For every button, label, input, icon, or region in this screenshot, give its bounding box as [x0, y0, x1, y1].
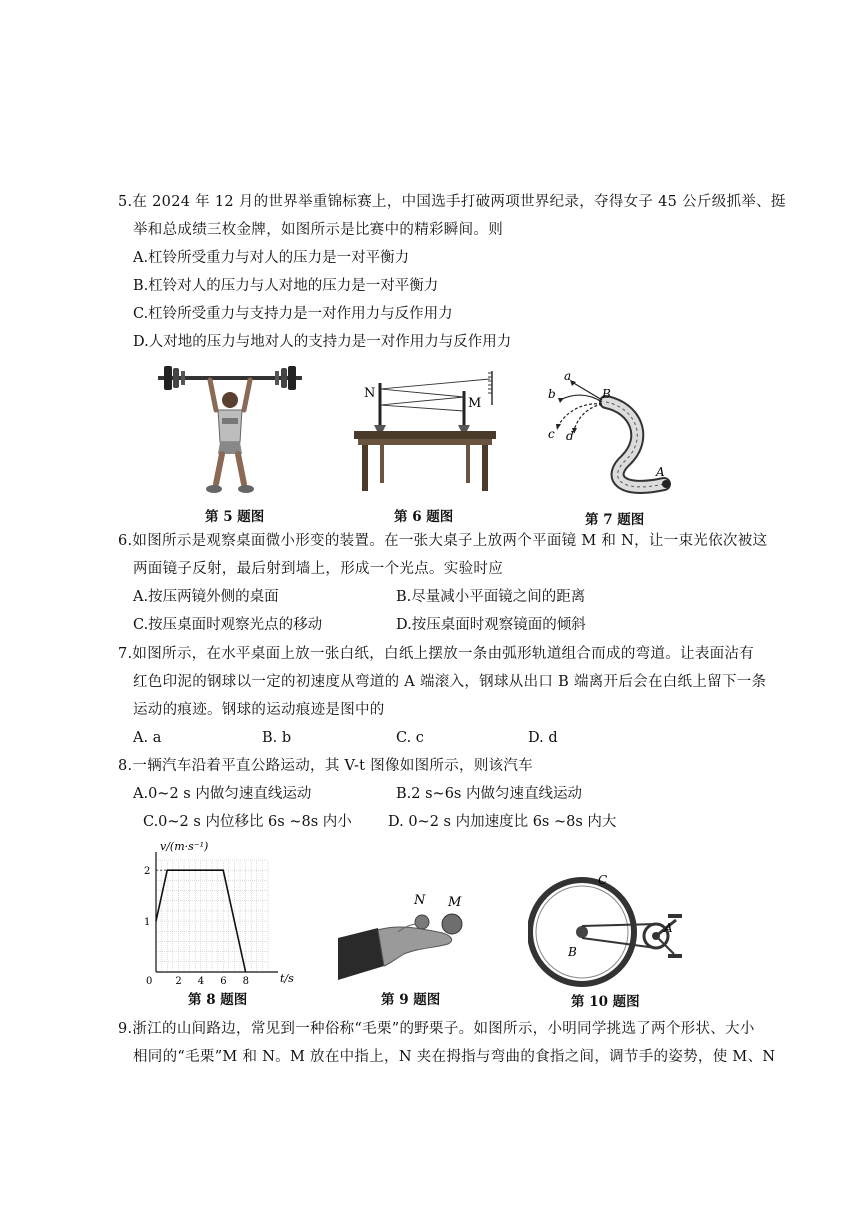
- q8-option-b: B.2 s~6s 内做匀速直线运动: [396, 786, 582, 802]
- q6-option-c: C.按压桌面时观察光点的移动: [133, 617, 323, 633]
- q7-line-3: 运动的痕迹。钢球的运动痕迹是图中的: [133, 702, 385, 718]
- fig7-label-b: b: [548, 387, 556, 401]
- y-tick-label: 1: [144, 917, 151, 929]
- q5-option-d: D.人对地的压力与地对人的支持力是一对作用力与反作用力: [133, 334, 512, 350]
- q7-option-b: B. b: [262, 730, 292, 746]
- fig7-label-entry-a: A: [656, 465, 665, 479]
- q6-option-b: B.尽量减小平面镜之间的距离: [396, 589, 586, 605]
- x-tick-label: 6: [220, 976, 227, 987]
- fig7-label-c: c: [548, 427, 555, 441]
- fig6-mirror-table-diagram: [350, 365, 500, 495]
- chart-tick-labels: [144, 866, 249, 987]
- q5-option-c: C.杠铃所受重力与支持力是一对作用力与反作用力: [133, 306, 453, 322]
- x-tick-label: 8: [242, 976, 249, 987]
- q5-option-a: A.杠铃所受重力与对人的压力是一对平衡力: [133, 250, 410, 266]
- fig5-weightlifter-image: [150, 362, 310, 502]
- fig7-label-a: a: [564, 369, 572, 383]
- q9-line-1: 9.浙江的山间路边，常见到一种俗称“毛栗”的野栗子。如图所示，小明同学挑选了两个形状、大小: [118, 1021, 755, 1037]
- fig8-caption: 第 8 题图: [188, 992, 248, 1008]
- q6-line-2: 两面镜子反射，最后射到墙上，形成一个光点。实验时应: [133, 561, 503, 577]
- fig10-caption: 第 10 题图: [571, 994, 640, 1010]
- q6-option-d: D.按压桌面时观察镜面的倾斜: [396, 617, 586, 633]
- q7-line-1: 7.如图所示，在水平桌面上放一张白纸，白纸上摆放一条由弧形轨道组合而成的弯道。让表面沾有: [118, 646, 755, 662]
- q9-line-2: 相同的“毛栗”M 和 N。M 放在中指上，N 夹在拇指与弯曲的食指之间，调节手的姿势，使 M、N: [133, 1049, 776, 1065]
- fig9-caption: 第 9 题图: [381, 992, 441, 1008]
- x-tick-label: 2: [175, 976, 182, 987]
- x-tick-label: 4: [197, 976, 205, 987]
- q6-line-1: 6.如图所示是观察桌面微小形变的装置。在一张大桌子上放两个平面镜 M 和 N，让一束光依次被这: [118, 533, 768, 549]
- q7-line-2: 红色印泥的钢球以一定的初速度从弯道的 A 端滚入，钢球从出口 B 端离开后会在白纸上留下一条: [133, 674, 767, 690]
- fig7-label-d: d: [566, 429, 574, 443]
- fig10-bicycle-wheel-diagram: [528, 870, 688, 990]
- q7-option-d: D. d: [528, 730, 558, 746]
- chart-x-axis-label: t/s: [280, 972, 294, 985]
- x-tick-label: 0: [146, 976, 153, 987]
- fig9-label-m: M: [448, 895, 462, 910]
- q8-option-a: A.0~2 s 内做匀速直线运动: [133, 786, 312, 802]
- q5-line-2: 举和总成绩三枚金牌，如图所示是比赛中的精彩瞬间。则: [133, 222, 503, 238]
- chart-y-axis-label: v/(m·s⁻¹): [160, 840, 209, 853]
- q8-line-1: 8.一辆汽车沿着平直公路运动，其 V-t 图像如图所示，则该汽车: [118, 758, 534, 774]
- q6-option-a: A.按压两镜外侧的桌面: [133, 589, 279, 605]
- fig7-label-exit-b: B: [602, 387, 611, 401]
- fig5-caption: 第 5 题图: [205, 509, 265, 525]
- fig6-label-m: M: [468, 396, 482, 411]
- fig9-label-n: N: [414, 893, 426, 908]
- fig10-label-c: C: [598, 873, 608, 887]
- q7-option-c: C. c: [396, 730, 424, 746]
- fig7-curved-track-diagram: [536, 368, 686, 508]
- q7-option-a: A. a: [133, 730, 162, 746]
- fig6-caption: 第 6 题图: [394, 509, 454, 525]
- fig9-hand-chestnuts-image: [338, 888, 498, 988]
- fig6-label-n: N: [364, 386, 376, 401]
- chart-grid: [156, 860, 268, 972]
- q5-option-b: B.杠铃对人的压力与人对地的压力是一对平衡力: [133, 278, 439, 294]
- q8-option-c: C.0~2 s 内位移比 6s ~8s 内小: [143, 814, 352, 830]
- q8-option-d: D. 0~2 s 内加速度比 6s ~8s 内大: [388, 814, 617, 830]
- fig10-label-b: B: [568, 945, 577, 959]
- fig8-vt-chart: [140, 838, 300, 988]
- fig7-caption: 第 7 题图: [585, 512, 645, 528]
- fig10-label-a: A: [664, 921, 673, 935]
- q5-line-1: 5.在 2024 年 12 月的世界举重锦标赛上，中国选手打破两项世界纪录，夺得女子 45 公斤级抓举、挺: [118, 194, 786, 210]
- y-tick-label: 2: [144, 866, 151, 878]
